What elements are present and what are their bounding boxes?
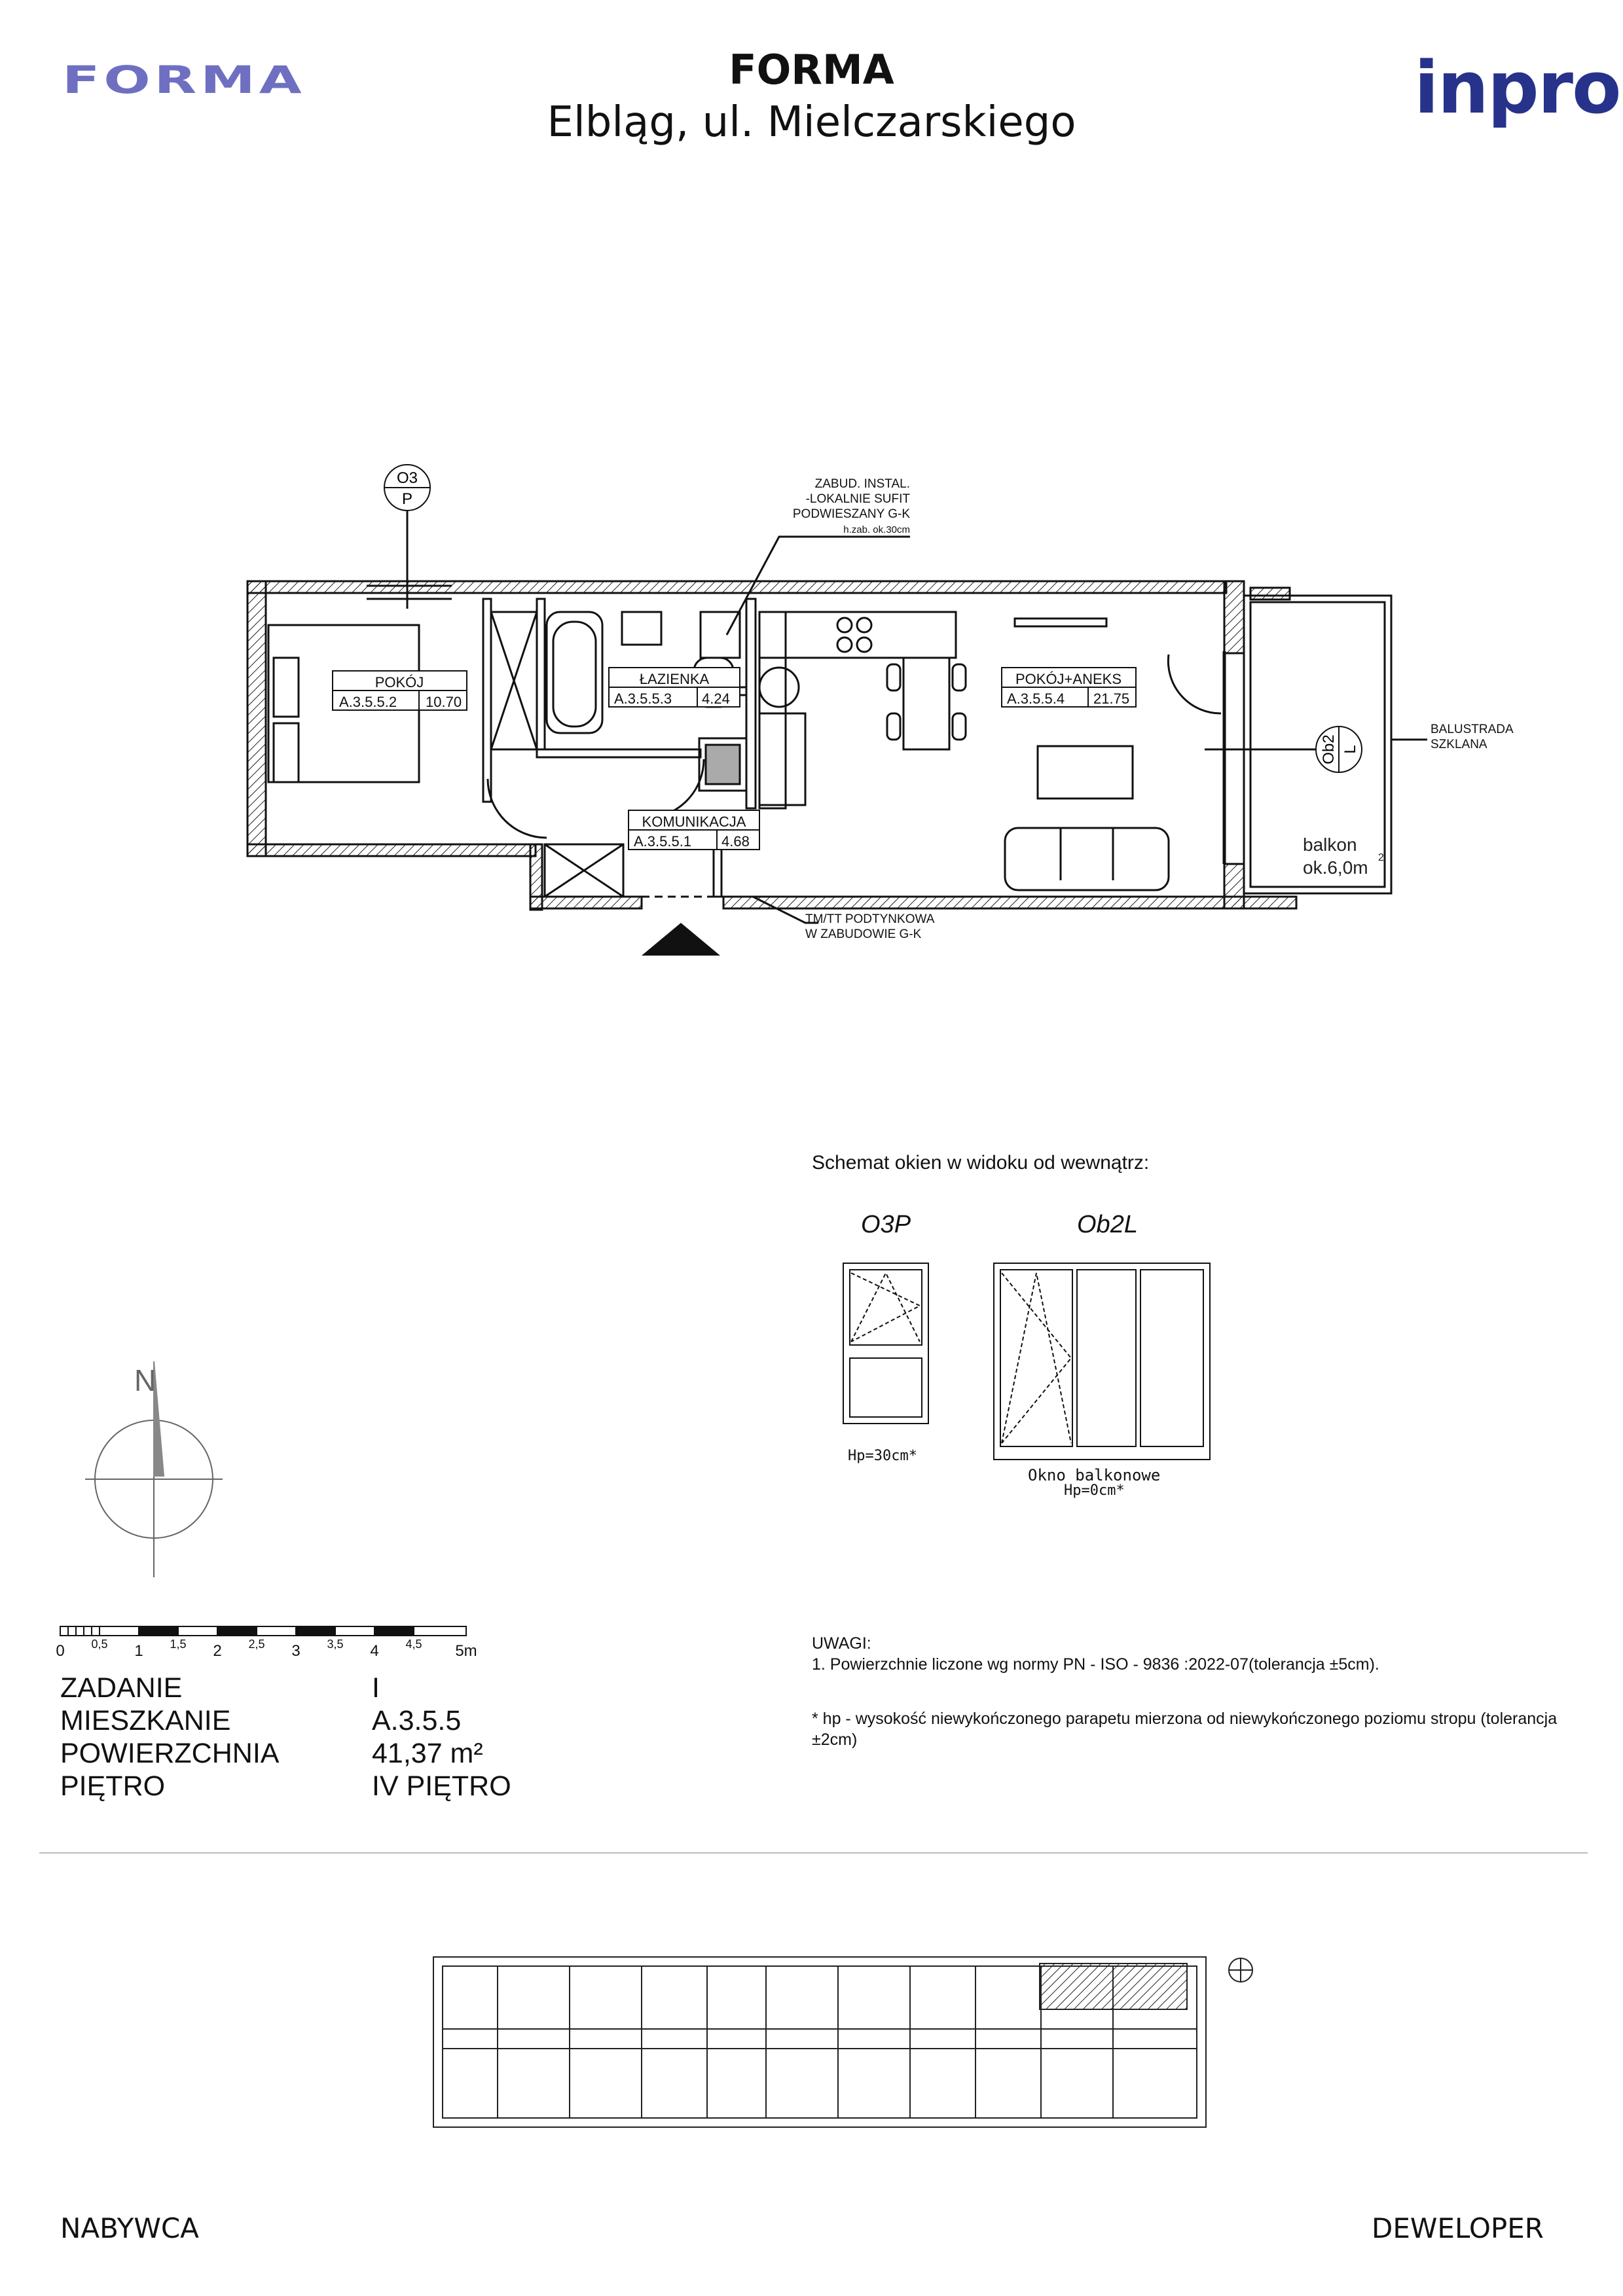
entrance-marker xyxy=(642,923,720,956)
svg-text:-LOKALNIE SUFIT: -LOKALNIE SUFIT xyxy=(805,492,910,506)
hp-note-1: * hp - wysokość niewykończonego parapetu mierzona od niewykończonego poziomu stropu (tolerancja xyxy=(812,1710,1558,1728)
svg-text:h.zab. ok.30cm: h.zab. ok.30cm xyxy=(843,524,910,535)
room-code: A.3.5.5.4 xyxy=(1007,691,1065,707)
room-area: 10.70 xyxy=(426,694,462,710)
svg-text:0,5: 0,5 xyxy=(91,1638,108,1651)
scale-labels xyxy=(56,1638,477,1660)
info-value-mieszkanie: A.3.5.5 xyxy=(372,1705,462,1736)
uwagi-1: 1. Powierzchnie liczone wg normy PN - ISO - 9836 :2022-07(tolerancja ±5cm). xyxy=(812,1655,1379,1674)
room-label-pokoj-aneks xyxy=(1002,668,1136,707)
window-o3p-caption: Hp=30cm* xyxy=(848,1448,917,1464)
room-code: A.3.5.5.1 xyxy=(634,833,692,850)
room-label-komunikacja xyxy=(629,810,759,850)
svg-text:1,5: 1,5 xyxy=(170,1638,187,1651)
svg-text:Ob2: Ob2 xyxy=(1320,734,1338,764)
key-plan xyxy=(433,1957,1252,2127)
svg-text:P: P xyxy=(401,490,413,508)
window-tag-ob2 xyxy=(1316,726,1362,772)
info-value-pietro: IV PIĘTRO xyxy=(372,1770,511,1802)
room-label-pokoj xyxy=(333,671,467,710)
inpro-logo: inpro xyxy=(1414,46,1620,130)
svg-text:3,5: 3,5 xyxy=(327,1638,344,1651)
footer-nabywca: NABYWCA xyxy=(60,2212,199,2244)
window-o3p-drawing xyxy=(843,1263,928,1424)
note-zabud xyxy=(793,477,911,535)
compass-north: N xyxy=(134,1363,156,1397)
wall-south-right xyxy=(723,897,1296,908)
svg-text:3: 3 xyxy=(291,1642,301,1660)
svg-text:balkon: balkon xyxy=(1303,834,1357,855)
wall-west xyxy=(247,581,266,856)
page-subtitle: Elbląg, ul. Mielczarskiego xyxy=(547,98,1076,147)
svg-text:O3: O3 xyxy=(396,469,418,487)
window-o3p-label: O3P xyxy=(861,1211,911,1238)
window-ob2l-caption-hp: Hp=0cm* xyxy=(1064,1482,1125,1499)
hp-note-2: ±2cm) xyxy=(812,1731,858,1749)
window-ob2l-caption: Okno balkonowe xyxy=(1028,1466,1161,1484)
uwagi-title: UWAGI: xyxy=(812,1634,871,1653)
divider xyxy=(39,1852,1588,1854)
svg-text:PODWIESZANY G-K: PODWIESZANY G-K xyxy=(792,507,910,521)
info-value-powierzchnia: 41,37 m² xyxy=(372,1738,483,1769)
svg-text:4: 4 xyxy=(370,1642,379,1660)
room-label-lazienka xyxy=(609,668,740,707)
room-code: A.3.5.5.3 xyxy=(614,691,672,707)
window-tag-o3 xyxy=(384,465,430,511)
svg-text:SZKLANA: SZKLANA xyxy=(1431,738,1487,751)
window-ob2l-drawing xyxy=(994,1263,1210,1460)
svg-text:0: 0 xyxy=(56,1642,65,1660)
note-balustrada xyxy=(1431,723,1514,751)
footer-deweloper: DEWELOPER xyxy=(1372,2212,1544,2244)
note-tm xyxy=(805,912,935,941)
room-name: POKÓJ+ANEKS xyxy=(1015,671,1122,687)
svg-text:4,5: 4,5 xyxy=(405,1638,422,1651)
scale-bar xyxy=(60,1626,466,1636)
svg-text:W ZABUDOWIE G-K: W ZABUDOWIE G-K xyxy=(805,927,922,941)
room-code: A.3.5.5.2 xyxy=(339,694,397,710)
room-area: 21.75 xyxy=(1093,691,1130,707)
info-label-pietro: PIĘTRO xyxy=(60,1770,166,1802)
svg-text:2,5: 2,5 xyxy=(248,1638,265,1651)
svg-text:ZABUD. INSTAL.: ZABUD. INSTAL. xyxy=(814,477,910,491)
key-plan-highlight xyxy=(1040,1964,1187,2009)
svg-text:ok.6,0m: ok.6,0m xyxy=(1303,857,1368,878)
windows-heading: Schemat okien w widoku od wewnątrz: xyxy=(812,1152,1150,1174)
wall-south-left xyxy=(247,844,536,856)
svg-text:TM/TT PODTYNKOWA: TM/TT PODTYNKOWA xyxy=(805,912,935,926)
svg-text:BALUSTRADA: BALUSTRADA xyxy=(1431,723,1514,736)
room-name: ŁAZIENKA xyxy=(639,671,710,687)
window-ob2l-label: Ob2L xyxy=(1077,1211,1138,1238)
balkon-label xyxy=(1303,834,1384,878)
svg-text:1: 1 xyxy=(134,1642,143,1660)
wall-north xyxy=(247,581,1226,593)
info-label-zadanie: ZADANIE xyxy=(60,1672,183,1704)
room-name: KOMUNIKACJA xyxy=(642,814,746,830)
info-label-powierzchnia: POWIERZCHNIA xyxy=(60,1738,280,1769)
svg-text:2: 2 xyxy=(213,1642,222,1660)
room-name: POKÓJ xyxy=(374,674,424,691)
page-title: FORMA xyxy=(729,46,894,94)
svg-text:2: 2 xyxy=(1378,852,1384,863)
svg-text:5m: 5m xyxy=(455,1642,477,1660)
info-label-mieszkanie: MIESZKANIE xyxy=(60,1705,231,1736)
forma-logo: FORMA xyxy=(62,58,306,102)
room-area: 4.68 xyxy=(721,833,750,850)
room-area: 4.24 xyxy=(702,691,730,707)
svg-text:L: L xyxy=(1341,745,1359,754)
info-value-zadanie: I xyxy=(372,1672,380,1704)
